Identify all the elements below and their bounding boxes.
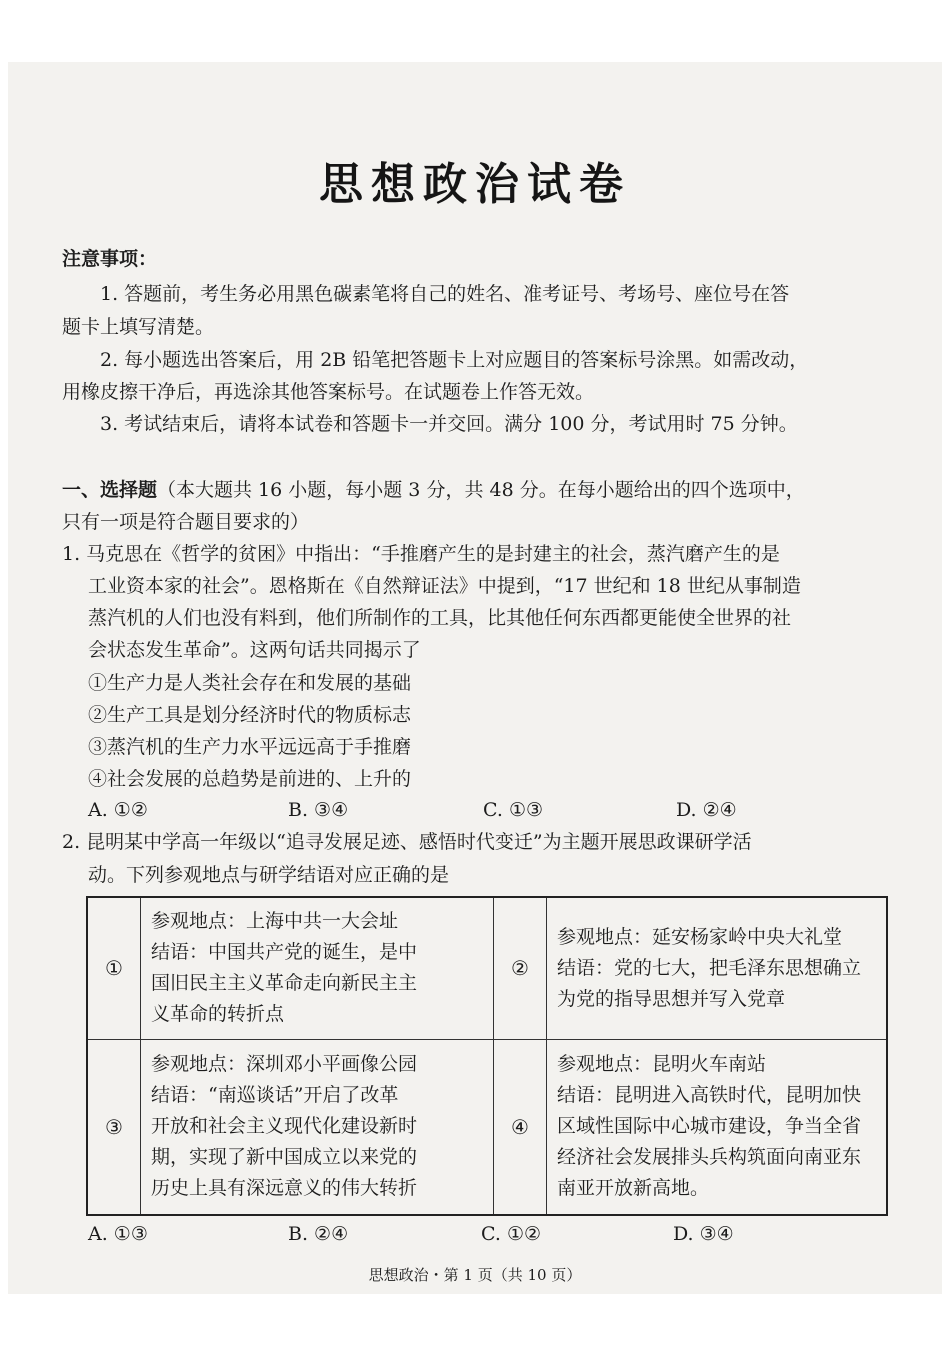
cell-3-line-3: 开放和社会主义现代化建设新时 <box>151 1115 418 1138</box>
cell-2-line-2: 结语：党的七大，把毛泽东思想确立 <box>557 956 862 979</box>
section-heading: 一、选择题 <box>62 479 158 501</box>
q2-option-c: C. ①② <box>481 1223 542 1245</box>
cell-4-line-1: 参观地点：昆明火车南站 <box>557 1053 767 1076</box>
cell-1-line-1: 参观地点：上海中共一大会址 <box>151 910 399 933</box>
q1-item-2: ②生产工具是划分经济时代的物质标志 <box>88 704 412 726</box>
q2-stem-line-1: 2. 昆明某中学高一年级以“追寻发展足迹、感悟时代变迁”为主题开展思政课研学活 <box>62 831 752 853</box>
table-cell-4 <box>547 1039 888 1215</box>
q2-stem-line-2: 动。下列参观地点与研学结语对应正确的是 <box>88 864 450 886</box>
cell-3-line-1: 参观地点：深圳邓小平画像公园 <box>151 1053 418 1076</box>
table-cell-num-4: ④ <box>494 1039 547 1215</box>
section-desc-2: 只有一项是符合题目要求的） <box>62 511 310 533</box>
q1-item-1: ①生产力是人类社会存在和发展的基础 <box>88 672 412 694</box>
q1-stem-line-3: 蒸汽机的人们也没有料到，他们所制作的工具，比其他任何东西都更能使全世界的社 <box>88 607 792 629</box>
cell-4-line-5: 南亚开放新高地。 <box>557 1177 710 1200</box>
exam-title: 思想政治试卷 <box>319 159 631 210</box>
q1-stem-line-1: 1. 马克思在《哲学的贫困》中指出：“手推磨产生的是封建主的社会，蒸汽磨产生的是 <box>62 543 780 565</box>
q1-option-a: A. ①② <box>88 799 148 821</box>
cell-3-line-2: 结语：“南巡谈话”开启了改革 <box>151 1084 399 1107</box>
cell-1-line-4: 义革命的转折点 <box>151 1003 285 1026</box>
table-cell-num-2: ② <box>494 897 547 1039</box>
table-row <box>87 1039 887 1215</box>
table-cell-2 <box>547 897 888 1039</box>
cell-4-line-3: 区域性国际中心城市建设，争当全省 <box>557 1115 862 1138</box>
notice-line-4: 用橡皮擦干净后，再选涂其他答案标号。在试题卷上作答无效。 <box>62 381 595 403</box>
q2-option-b: B. ②④ <box>288 1223 349 1245</box>
q1-option-b: B. ③④ <box>288 799 349 821</box>
cell-2-line-3: 为党的指导思想并写入党章 <box>557 987 786 1010</box>
q2-option-d: D. ③④ <box>673 1223 734 1245</box>
cell-2-line-1: 参观地点：延安杨家岭中央大礼堂 <box>557 925 843 948</box>
q1-item-3: ③蒸汽机的生产力水平远远高于手推磨 <box>88 736 412 758</box>
q1-stem-line-4: 会状态发生革命”。这两句话共同揭示了 <box>88 639 421 661</box>
cell-3-line-4: 期，实现了新中国成立以来党的 <box>151 1146 418 1169</box>
section-desc: （本大题共 16 小题，每小题 3 分，共 48 分。在每小题给出的四个选项中， <box>157 479 805 501</box>
q1-stem-line-2: 工业资本家的社会”。恩格斯在《自然辩证法》中提到，“17 世纪和 18 世纪从事制造 <box>88 575 801 597</box>
q2-table <box>86 896 888 1216</box>
q2-option-a: A. ①③ <box>88 1223 148 1245</box>
table-row <box>87 897 887 1039</box>
q1-item-4: ④社会发展的总趋势是前进的、上升的 <box>88 768 412 790</box>
page-footer: 思想政治・第 1 页（共 10 页） <box>368 1266 582 1284</box>
cell-4-line-2: 结语：昆明进入高铁时代，昆明加快 <box>557 1084 862 1107</box>
cell-1-line-3: 国旧民主主义革命走向新民主主 <box>151 972 418 995</box>
q1-option-c: C. ①③ <box>483 799 544 821</box>
notice-line-2: 题卡上填写清楚。 <box>62 316 215 338</box>
notice-line-5: 3. 考试结束后，请将本试卷和答题卡一并交回。满分 100 分，考试用时 75 分钟。 <box>100 413 798 435</box>
table-cell-num-1: ① <box>87 897 141 1039</box>
cell-4-line-4: 经济社会发展排头兵构筑面向南亚东 <box>557 1146 862 1169</box>
q1-option-d: D. ②④ <box>676 799 737 821</box>
table-cell-num-3: ③ <box>87 1039 141 1215</box>
notice-line-3: 2. 每小题选出答案后，用 2B 铅笔把答题卡上对应题目的答案标号涂黑。如需改动， <box>100 349 809 371</box>
cell-1-line-2: 结语：中国共产党的诞生，是中 <box>151 941 418 964</box>
notice-heading: 注意事项： <box>62 248 158 270</box>
cell-3-line-5: 历史上具有深远意义的伟大转折 <box>151 1177 418 1200</box>
table-cell-1 <box>141 897 494 1039</box>
section-heading-line <box>62 477 805 503</box>
table-cell-3 <box>141 1039 494 1215</box>
notice-line-1: 1. 答题前，考生务必用黑色碳素笔将自己的姓名、准考证号、考场号、座位号在答 <box>100 283 790 305</box>
